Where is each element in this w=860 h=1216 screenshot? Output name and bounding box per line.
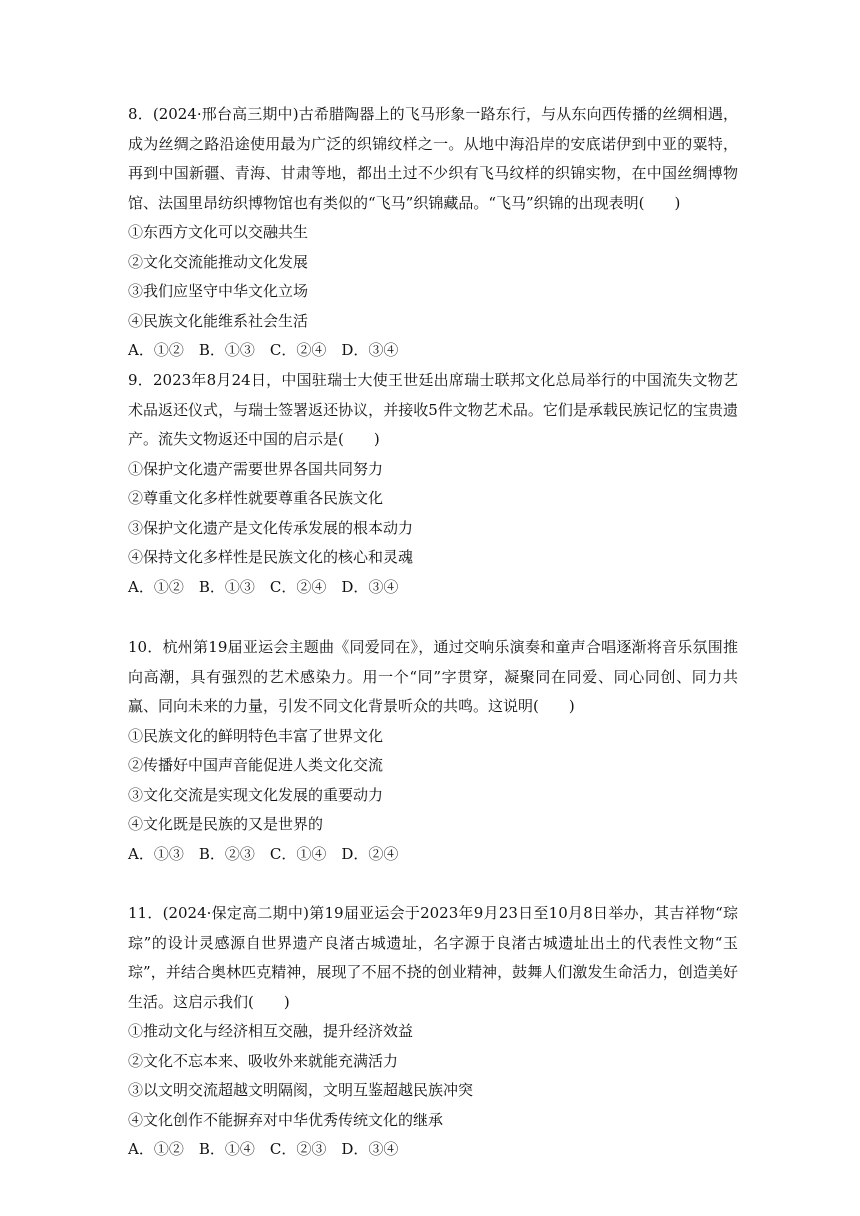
option-3: ③保护文化遗产是文化传承发展的根本动力	[128, 518, 414, 537]
option-2: ②文化交流能推动文化发展	[128, 252, 309, 271]
option-3: ③我们应坚守中华文化立场	[128, 282, 309, 300]
question-stem: 10．杭州第19届亚运会主题曲《同爱同在》，通过交响乐演奏和童声合唱逐渐将音乐氛围推向高潮，具有强烈的艺术感染力。用一个“同”字贯穿，凝聚同在同爱、同心同创、同力共赢、同向未来的力量，引发不同文化背景听众的共鸣。这说明( )	[128, 638, 738, 715]
option-4: ④民族文化能维系社会生活	[128, 311, 309, 330]
question-11	[128, 899, 738, 1165]
option-4: ④保持文化多样性是民族文化的核心和灵魂	[128, 548, 414, 566]
option-3: ③以文明交流超越文明隔阂，文明互鉴超越民族冲突	[128, 1081, 474, 1099]
question-10	[128, 633, 738, 869]
option-2: ②文化不忘本来、吸收外来就能充满活力	[128, 1051, 399, 1070]
answer-choices: A．①② B．①③ C．②④ D．③④	[128, 577, 399, 596]
answer-choices: A．①② B．①③ C．②④ D．③④	[128, 341, 399, 359]
answer-choices: A．①③ B．②③ C．①④ D．②④	[128, 844, 399, 863]
option-1: ①保护文化遗产需要世界各国共同努力	[128, 459, 384, 478]
option-1: ①推动文化与经济相互交融，提升经济效益	[128, 1022, 414, 1040]
question-stem: 8．(2024·邢台高三期中)古希腊陶器上的飞马形象一路东行，与从东向西传播的丝绸相遇，成为丝绸之路沿途使用最为广泛的织锦纹样之一。从地中海沿岸的安底诺伊到中亚的粟特，再到中国新疆、青海、甘肃等地，都出土过不少织有飞马纹样的织锦实物，在中国丝绸博物馆、法国里昂纺织博物馆也有类似的“飞马”织锦藏品。“飞马”织锦的出现表明( )	[128, 105, 738, 212]
question-9	[128, 366, 738, 602]
option-4: ④文化创作不能摒弃对中华优秀传统文化的继承	[128, 1110, 444, 1129]
option-4: ④文化既是民族的又是世界的	[128, 815, 324, 833]
option-2: ②传播好中国声音能促进人类文化交流	[128, 756, 384, 774]
option-1: ①民族文化的鲜明特色丰富了世界文化	[128, 726, 384, 745]
option-2: ②尊重文化多样性就要尊重各民族文化	[128, 489, 384, 507]
answer-choices: A．①② B．①④ C．②③ D．③④	[128, 1140, 399, 1158]
option-1: ①东西方文化可以交融共生	[128, 223, 309, 241]
option-3: ③文化交流是实现文化发展的重要动力	[128, 785, 384, 804]
question-stem: 11．(2024·保定高二期中)第19届亚运会于2023年9月23日至10月8日举办，其吉祥物“琮琮”的设计灵感源自世界遗产良渚古城遗址，名字源于良渚古城遗址出土的代表性文物“玉琮”，并结合奥林匹克精神，展现了不屈不挠的创业精神，鼓舞人们激发生命活力，创造美好生活。这启示我们( )	[128, 904, 738, 1011]
question-8	[128, 100, 738, 366]
question-stem: 9．2023年8月24日，中国驻瑞士大使王世廷出席瑞士联邦文化总局举行的中国流失文物艺术品返还仪式，与瑞士签署返还协议，并接收5件文物艺术品。它们是承载民族记忆的宝贵遗产。流失文物返还中国的启示是( )	[128, 371, 738, 448]
